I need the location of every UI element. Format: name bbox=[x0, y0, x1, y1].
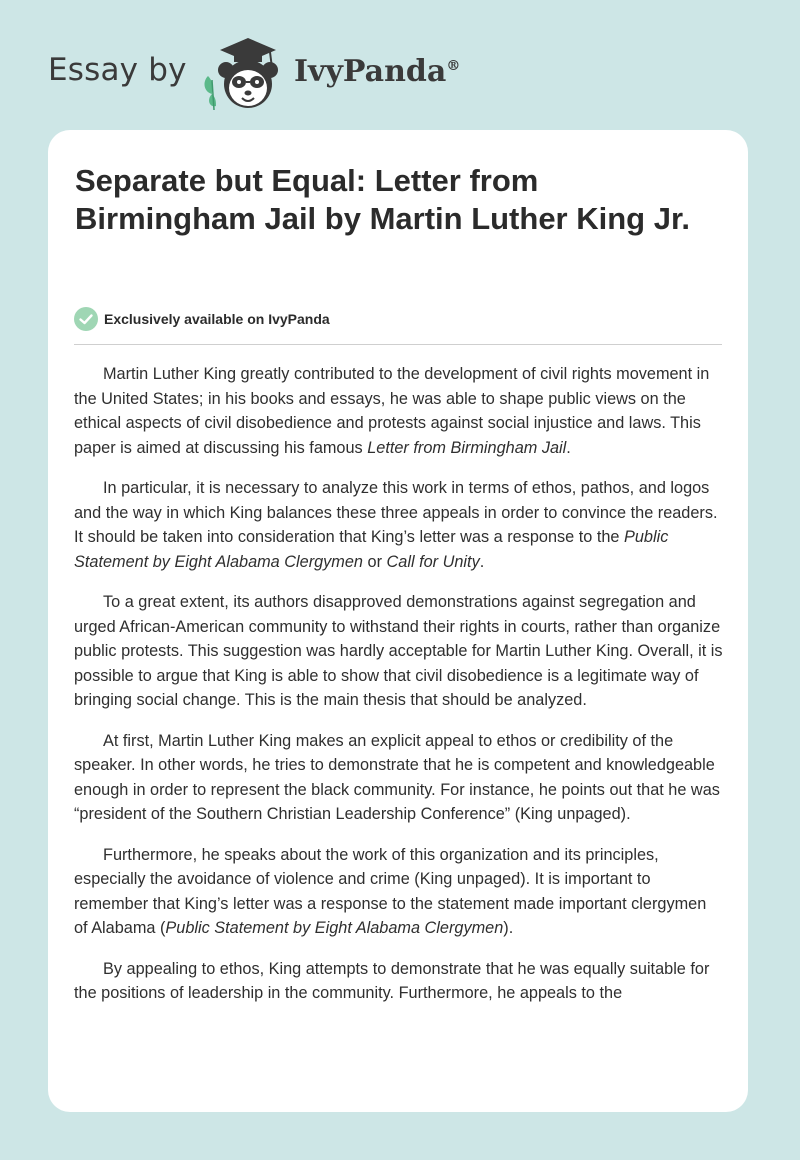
paragraph-5-end: ). bbox=[503, 919, 514, 937]
paragraph-1-end: . bbox=[566, 438, 571, 457]
divider bbox=[74, 344, 722, 345]
paragraph-1-title: Letter from Birmingham Jail bbox=[367, 438, 567, 457]
paragraph-5-title: Public Statement by Eight Alabama Clergymen bbox=[165, 919, 504, 937]
paragraph-2-title-2: Call for Unity bbox=[386, 552, 480, 571]
panda-graduate-icon[interactable] bbox=[200, 36, 296, 112]
article-card bbox=[48, 130, 748, 1112]
brand-name-text: IvyPanda bbox=[294, 54, 447, 89]
site-header bbox=[0, 0, 800, 120]
paragraph-2-or: or bbox=[362, 552, 387, 571]
exclusive-badge-label: Exclusively available on IvyPanda bbox=[104, 311, 330, 327]
paragraph-6: By appealing to ethos, King attempts to demonstrate that he was equally suitable for the positions of leadership in the community. Furthermore, he appeals to the bbox=[74, 959, 710, 1002]
paragraph-1 bbox=[74, 362, 724, 460]
registered-mark: ® bbox=[446, 58, 461, 74]
check-circle-icon bbox=[74, 307, 98, 331]
paragraph-2 bbox=[74, 476, 724, 574]
page-title: Separate but Equal: Letter from Birmingham Jail by Martin Luther King Jr. bbox=[75, 163, 690, 236]
paragraph-2-text: In particular, it is necessary to analyze this work in terms of ethos, pathos, and logos and the way in which King balances these three appeals in order to convince the readers. It should be taken into consideration that King’s letter was a response to the bbox=[74, 479, 718, 546]
paragraph-2-title-1: Public Statement by Eight Alabama Clergymen bbox=[74, 528, 669, 571]
exclusive-badge bbox=[74, 306, 330, 332]
paragraph-5-text: Furthermore, he speaks about the work of this organization and its principles, especially the avoidance of violence and crime (King unpaged). It is important to remember that King’s letter was a response to the statement made important clergymen of Alabama ( bbox=[74, 845, 707, 937]
paragraph-5 bbox=[74, 843, 724, 941]
article-body bbox=[74, 362, 724, 1022]
paragraph-4: At first, Martin Luther King makes an explicit appeal to ethos or credibility of the speaker. In other words, he tries to demonstrate that he is competent and knowledgeable enough in order to represent the black community. For instance, he points out that he was “president of the Southern Christian Leadership Conference” (King unpaged). bbox=[74, 731, 720, 823]
paragraph-2-end: . bbox=[479, 552, 485, 571]
paragraph-3: To a great extent, its authors disapproved demonstrations against segregation and urged African-American community to withstand their rights in courts, rather than organize public protests. This suggestion was hardly acceptable for Martin Luther King. Overall, it is possible to argue that King is able to show that civil disobedience is a legitimate way of bringing social change. This is the main thesis that should be analyzed. bbox=[74, 593, 723, 709]
essay-by-label: Essay by bbox=[48, 52, 187, 88]
paragraph-1-text: Martin Luther King greatly contributed to the development of civil rights movement in the United States; in his books and essays, he was able to shape public views on the ethical aspects of civil disobedience and protests against social injustice and laws. This paper is aimed at discussing his famous bbox=[74, 365, 710, 457]
brand-name[interactable] bbox=[294, 54, 460, 89]
